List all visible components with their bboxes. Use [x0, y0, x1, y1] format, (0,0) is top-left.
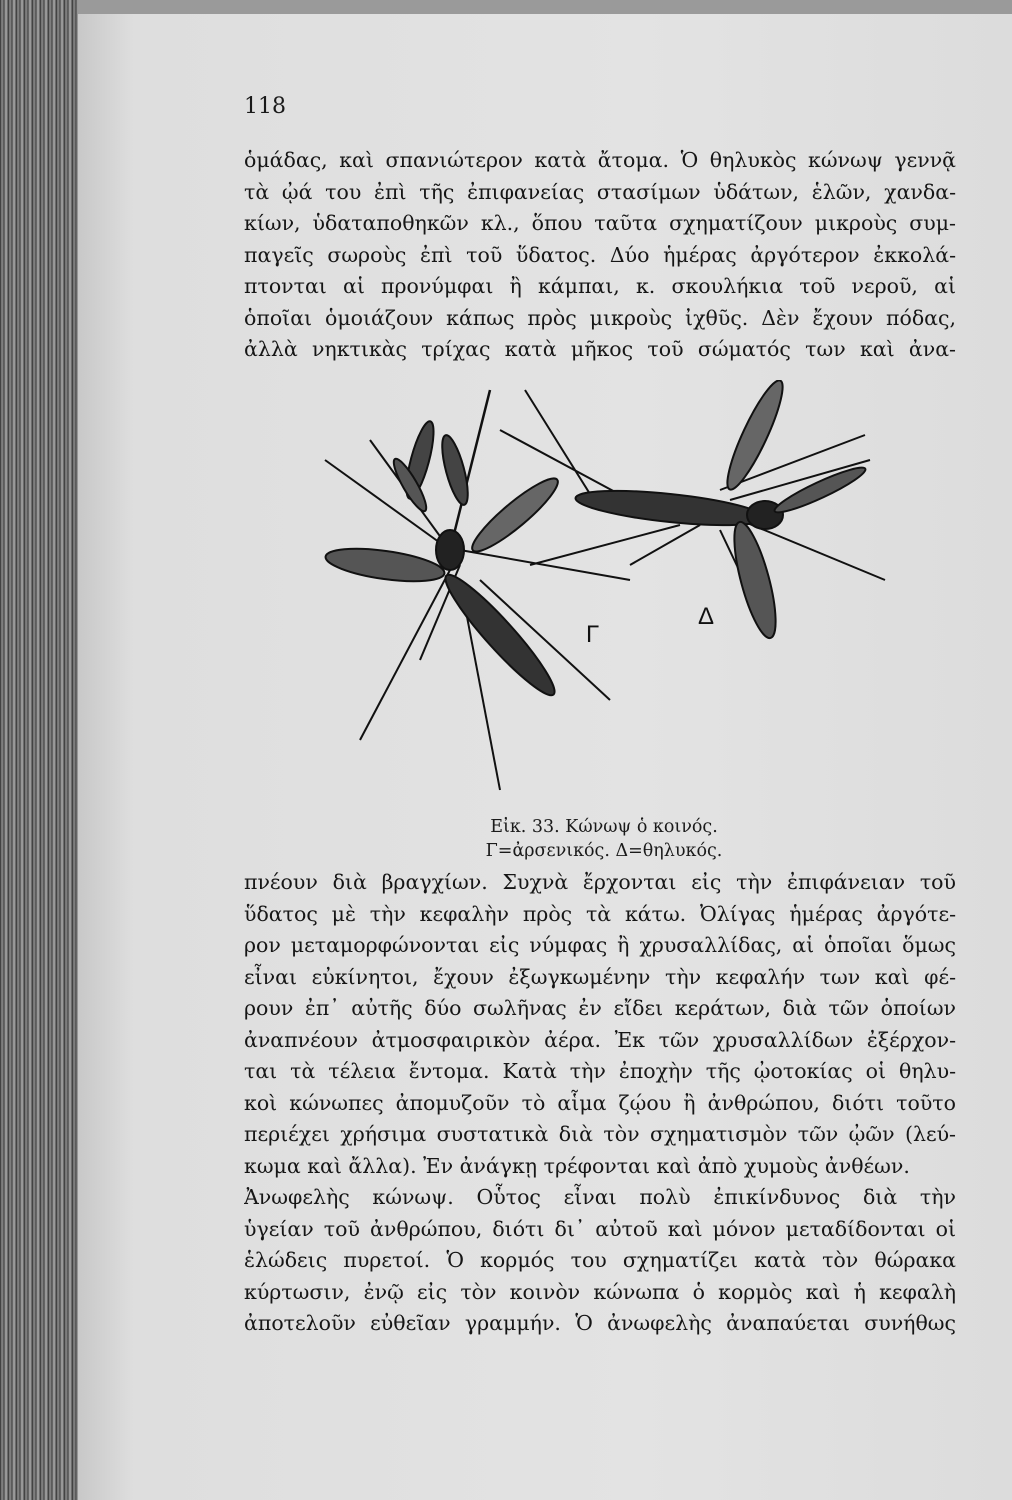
text-line: ὑγείαν τοῦ ἀνθρώπου, διότι δι᾽ αὐτοῦ καὶ μόνον μεταδίδονται οἱ [244, 1216, 956, 1241]
mosquito-illustration [300, 380, 900, 800]
text-line: κοὶ κώνωπες ἀπομυζοῦν τὸ αἷμα ζῴου ἢ ἀνθρώπου, διότι τοῦτο [244, 1090, 956, 1115]
text-line: κύρτωσιν, ἐνῷ εἰς τὸν κοινὸν κώνωπα ὁ κορμὸς καὶ ἡ κεφαλὴ [244, 1279, 956, 1304]
text-line: ὁποῖαι ὁμοιάζουν κάπως πρὸς μικροὺς ἰχθῦς. Δὲν ἔχουν πόδας, [244, 305, 956, 330]
text-line: Ἀνωφελὴς κώνωψ. Οὗτος εἶναι πολὺ ἐπικίνδυνος διὰ τὴν [244, 1185, 956, 1209]
text-line: ὁμάδας, καὶ σπανιώτερον κατὰ ἄτομα. Ὁ θηλυκὸς κώνωψ γεννᾷ [244, 148, 956, 172]
text-line: περιέχει χρήσιμα συστατικὰ διὰ τὸν σχηματισμὸν τῶν ᾠῶν (λεύ- [244, 1122, 956, 1146]
text-line: παγεῖς σωροὺς ἐπὶ τοῦ ὕδατος. Δύο ἡμέρας ἀργότερον ἐκκολά- [244, 242, 956, 267]
text-line: ἀλλὰ νηκτικὰς τρίχας κατὰ μῆκος τοῦ σώματός των καὶ ἀνα- [244, 337, 956, 361]
paragraph-top [244, 145, 956, 366]
figure-caption-legend: Γ=ἀρσενικός. Δ=θηλυκός. [485, 841, 723, 861]
text-line: ρουν ἐπ᾽ αὐτῆς δύο σωλῆνας ἐν εἴδει κεράτων, διὰ τῶν ὁποίων [244, 996, 956, 1020]
page-number: 118 [244, 94, 286, 119]
book-spine-edge [0, 0, 78, 1500]
text-line: ἑλώδεις πυρετοί. Ὁ κορμός του σχηματίζει κατὰ τὸν θώρακα [244, 1248, 956, 1272]
mosquito-drawing [300, 380, 900, 800]
text-line: κωμα καὶ ἄλλα). Ἐν ἀνάγκῃ τρέφονται καὶ ἀπὸ χυμοὺς ἀνθέων. [244, 1153, 910, 1178]
paragraph-bottom [244, 867, 956, 1340]
male-mosquito-figure [324, 390, 630, 790]
text-line: ται τὰ τέλεια ἔντομα. Κατὰ τὴν ἐποχὴν τῆς ᾠοτοκίας οἱ θηλυ- [244, 1059, 956, 1083]
text-line: εἶναι εὐκίνητοι, ἔχουν ἐξωγκωμένην τὴν κεφαλήν των καὶ φέ- [244, 964, 956, 989]
female-mosquito-figure [500, 380, 885, 642]
figure-label-male: Γ [586, 621, 600, 648]
figure-label-female: Δ [698, 603, 715, 630]
page-top-shadow [78, 0, 1012, 14]
text-line: ἀποτελοῦν εὐθεῖαν γραμμήν. Ὁ ἀνωφελὴς ἀναπαύεται συνήθως [244, 1311, 956, 1335]
figure-caption-title: Εἰκ. 33. Κώνωψ ὁ κοινός. [490, 817, 718, 837]
text-line: ρον μεταμορφώνονται εἰς νύμφας ἢ χρυσαλλίδας, αἱ ὁποῖαι ὅμως [244, 933, 956, 957]
text-line: πτονται αἱ προνύμφαι ἢ κάμπαι, κ. σκουλήκια τοῦ νεροῦ, αἱ [244, 274, 956, 298]
text-line: ὕδατος μὲ τὴν κεφαλὴν πρὸς τὰ κάτω. Ὀλίγας ἡμέρας ἀργότε- [244, 901, 956, 926]
text-line: κίων, ὑδαταποθηκῶν κλ., ὅπου ταῦτα σχηματίζουν μικροὺς συμ- [244, 211, 956, 235]
text-line: ἀναπνέουν ἀτμοσφαιρικὸν ἀέρα. Ἐκ τῶν χρυσαλλίδων ἐξέρχον- [244, 1027, 956, 1052]
text-line: πνέουν διὰ βραγχίων. Συχνὰ ἔρχονται εἰς τὴν ἐπιφάνειαν τοῦ [244, 870, 956, 894]
text-line: τὰ ᾠά του ἐπὶ τῆς ἐπιφανείας στασίμων ὑδάτων, ἑλῶν, χανδα- [244, 179, 956, 204]
